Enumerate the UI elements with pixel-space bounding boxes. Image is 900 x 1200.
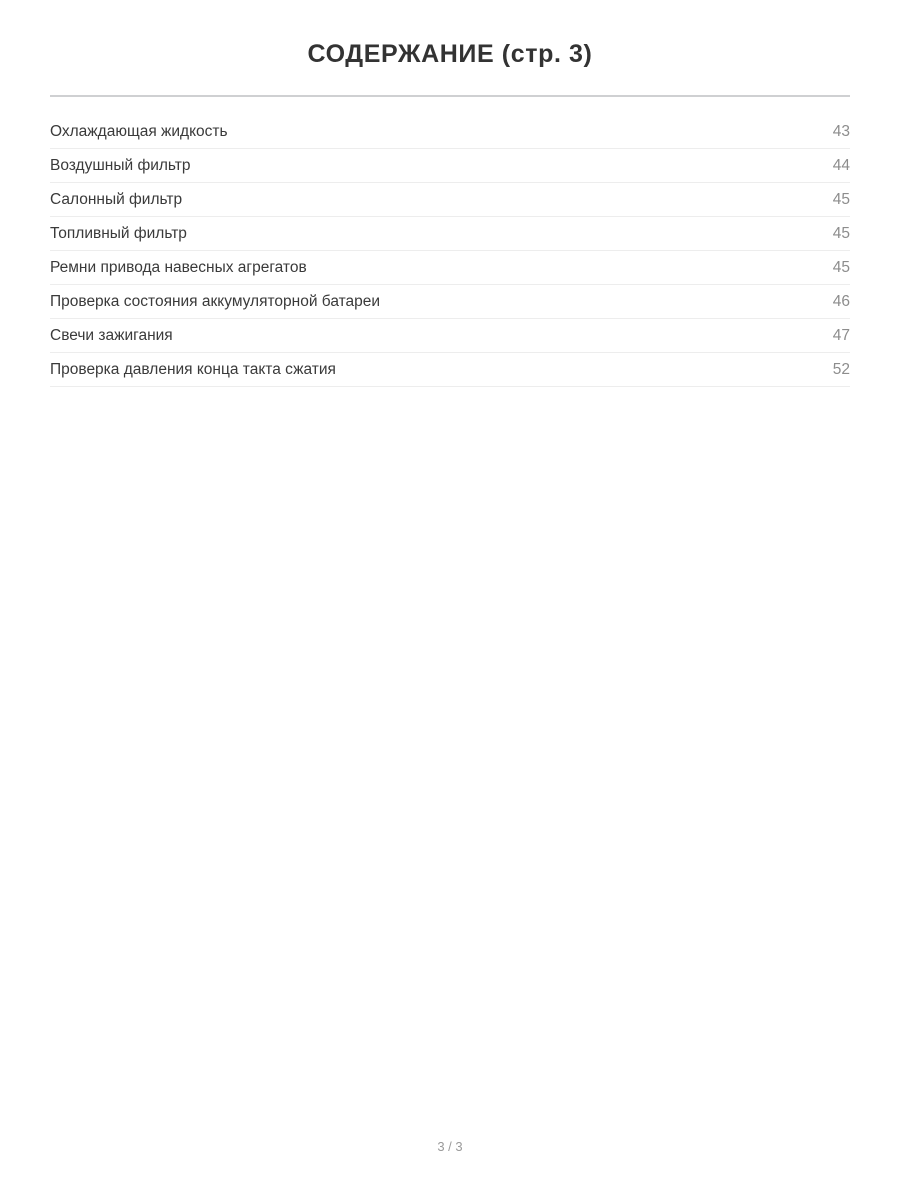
- toc-entry-label: Проверка давления конца такта сжатия: [50, 361, 336, 378]
- toc-entry[interactable]: [50, 251, 850, 285]
- toc-entry[interactable]: [50, 115, 850, 149]
- toc-entry[interactable]: [50, 183, 850, 217]
- title-divider: [50, 95, 850, 97]
- toc-entry-page-number: 45: [832, 259, 850, 276]
- toc-entry-label: Салонный фильтр: [50, 191, 183, 208]
- toc-entry-page-number: 46: [832, 293, 850, 310]
- toc-entry[interactable]: [50, 285, 850, 319]
- page-number-footer: 3 / 3: [437, 1139, 463, 1154]
- page-body-spacer: [0, 387, 900, 1138]
- toc-entry[interactable]: [50, 217, 850, 251]
- toc-entry-page-number: 47: [832, 327, 850, 344]
- table-of-contents: [50, 115, 850, 387]
- toc-entry-label: Свечи зажигания: [50, 327, 173, 344]
- toc-entry[interactable]: [50, 319, 850, 353]
- toc-entry-page-number: 52: [832, 361, 850, 378]
- toc-entry[interactable]: [50, 353, 850, 387]
- page-title: СОДЕРЖАНИЕ (стр. 3): [307, 40, 593, 68]
- toc-entry-label: Проверка состояния аккумуляторной батареи: [50, 293, 381, 310]
- toc-entry-label: Топливный фильтр: [50, 225, 187, 242]
- toc-entry-label: Охлаждающая жидкость: [50, 123, 228, 140]
- toc-entry-page-number: 43: [832, 123, 850, 140]
- toc-entry-page-number: 44: [832, 157, 850, 174]
- toc-entry-page-number: 45: [832, 191, 850, 208]
- toc-entry-label: Воздушный фильтр: [50, 157, 191, 174]
- toc-entry[interactable]: [50, 149, 850, 183]
- toc-entry-label: Ремни привода навесных агрегатов: [50, 259, 307, 276]
- toc-entry-page-number: 45: [832, 225, 850, 242]
